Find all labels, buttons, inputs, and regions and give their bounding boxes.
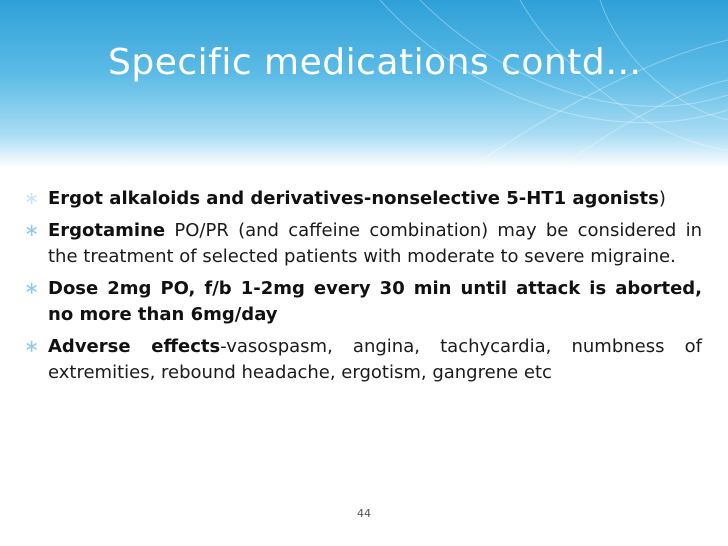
decorative-waves xyxy=(0,0,728,168)
bullet-bold: Ergot alkaloids and derivatives-nonselective 5-HT1 agonists xyxy=(48,188,659,209)
bullet-text: ) xyxy=(658,188,666,209)
bullet-item xyxy=(22,218,702,270)
page-number: 44 xyxy=(357,507,371,520)
bullet-item xyxy=(22,276,702,328)
bullet-item xyxy=(22,186,702,212)
asterisk-bullet-icon: ∗ xyxy=(24,336,40,357)
asterisk-bullet-icon: ∗ xyxy=(24,278,40,299)
bullet-bold: Dose 2mg PO, f/b 1-2mg every 30 min until attack is aborted, no more than 6mg/day xyxy=(48,278,702,325)
bullet-list xyxy=(22,186,702,392)
asterisk-bullet-icon: ∗ xyxy=(24,220,40,241)
bullet-item xyxy=(22,334,702,386)
bullet-bold: Adverse effects xyxy=(48,336,221,357)
slide-title: Specific medications contd… xyxy=(108,42,642,83)
asterisk-bullet-icon: ∗ xyxy=(24,188,40,209)
header-banner xyxy=(0,0,728,168)
bullet-text: PO/PR (and caffeine combination) may be considered in the treatment of selected patients with moderate to severe migraine. xyxy=(48,220,702,267)
bullet-text: -vasospasm, angina, tachycardia, numbness of extremities, rebound headache, ergotism, gangrene etc xyxy=(48,336,702,383)
bullet-bold: Ergotamine xyxy=(48,220,166,241)
